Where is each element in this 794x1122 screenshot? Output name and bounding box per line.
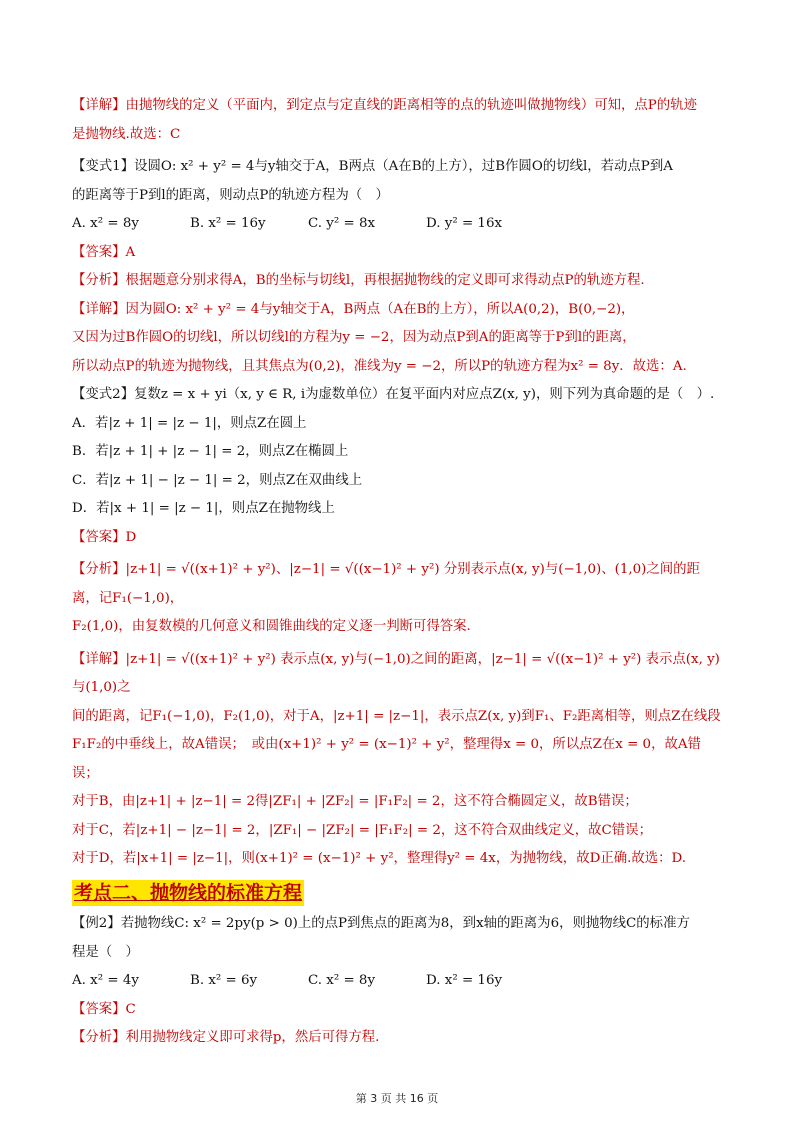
option-b: B. x² = 16y [190,216,266,231]
detail-line: 对于B，由|z+1| + |z−1| = 2得|ZF₁| + |ZF₂| = |F₁F₂| = 2，这不符合椭圆定义，故B错误； [72,794,638,809]
detail-line: 又因为过B作圆O的切线l，所以切线l的方程为y = −2，因为动点P到A的距离等于P到l的距离， [72,330,636,345]
option-a: A. x² = 4y [72,973,139,988]
detail-line: 所以动点P的轨迹为抛物线，且其焦点为(0,2)，准线为y = −2，所以P的轨迹方程为x² = 8y．故选：A. [72,358,687,374]
option-c: C. x² = 8y [308,973,376,988]
section-heading: 考点二、抛物线的标准方程 [74,881,303,904]
analysis-line: 【分析】|z+1| = √((x+1)² + y²)、|z−1| = √((x−1)² + y²) 分别表示点(x, y)与(−1,0)、(1,0)之间的距离，记F₁(−1,0)， [72,562,700,606]
analysis-line: F₂(1,0)，由复数模的几何意义和圆锥曲线的定义逐一判断可得答案. [72,619,471,634]
detail-line: 对于D，若|x+1| = |z−1|，则(x+1)² = (x−1)² + y²，整理得y² = 4x，为抛物线，故D正确.故选：D. [72,851,687,866]
analysis-line: 【分析】利用抛物线定义即可求得p，然后可得方程. [72,1030,380,1045]
q1-options [72,210,724,239]
answer-line: 【答案】C [72,1001,136,1017]
option-a: A．若|z + 1| = |z − 1|，则点Z在圆上 [72,415,307,431]
answer-line: 【答案】D [72,529,137,545]
q3-options [72,967,724,996]
detail-line: 【详解】由抛物线的定义（平面内，到定点与定直线的距离相等的点的轨迹叫做抛物线）可知，点P的轨迹 [72,98,697,113]
detail-line: 是抛物线.故选：C [72,126,181,142]
detail-line: 【详解】因为圆O: x² + y² = 4与y轴交于A，B两点（A在B的上方），所以A(0,2)，B(0,−2)， [72,301,635,317]
detail-line: 【详解】|z+1| = √((x+1)² + y²) 表示点(x, y)与(−1,0)之间的距离，|z−1| = √((x−1)² + y²) 表示点(x, y)与(1,0)之 [72,651,720,695]
analysis-line: 【分析】根据题意分别求得A，B的坐标与切线l，再根据抛物线的定义即可求得动点P的轨迹方程. [72,273,645,288]
detail-line: 对于C，若|z+1| − |z−1| = 2，|ZF₁| − |ZF₂| = |F₁F₂| = 2，这不符合双曲线定义，故C错误； [72,822,652,838]
option-d: D．若|x + 1| = |z − 1|，则点Z在抛物线上 [72,501,335,516]
question-stem: 【变式2】复数z = x + yi（x, y ∈ R, i为虚数单位）在复平面内对应点Z(x, y)，则下列为真命题的是（ ）. [72,387,715,402]
option-a: A. x² = 8y [72,216,139,231]
option-b: B. x² = 6y [190,973,258,988]
question-stem: 【例2】若抛物线C: x² = 2py(p > 0)上的点P到焦点的距离为8，到x轴的距离为6，则抛物线C的标准方 [72,916,690,931]
document-page [72,92,724,1053]
detail-line: F₁F₂的中垂线上，故A错误； 或由(x+1)² + y² = (x−1)² + y²，整理得x = 0，所以点Z在x = 0，故A错误； [72,737,701,781]
question-stem: 程是（ ） [72,944,139,960]
option-c: C．若|z + 1| − |z − 1| = 2，则点Z在双曲线上 [72,472,363,488]
option-d: D. x² = 16y [426,973,503,988]
detail-line: 间的距离，记F₁(−1,0)，F₂(1,0)，对于A，|z+1| = |z−1|，表示点Z(x, y)到F₁、F₂距离相等，则点Z在线段 [72,708,721,724]
question-stem: 【变式1】设圆O: x² + y² = 4与y轴交于A，B两点（A在B的上方），过B作圆O的切线l，若动点P到A [72,159,673,174]
option-b: B．若|z + 1| + |z − 1| = 2，则点Z在椭圆上 [72,444,349,459]
page-footer: 第 3 页 共 16 页 [355,1092,439,1105]
question-stem: 的距离等于P到l的距离，则动点P的轨迹方程为（ ） [72,187,389,203]
option-c: C. y² = 8x [308,216,376,231]
option-d: D. y² = 16x [426,216,503,231]
answer-line: 【答案】A [72,244,136,260]
